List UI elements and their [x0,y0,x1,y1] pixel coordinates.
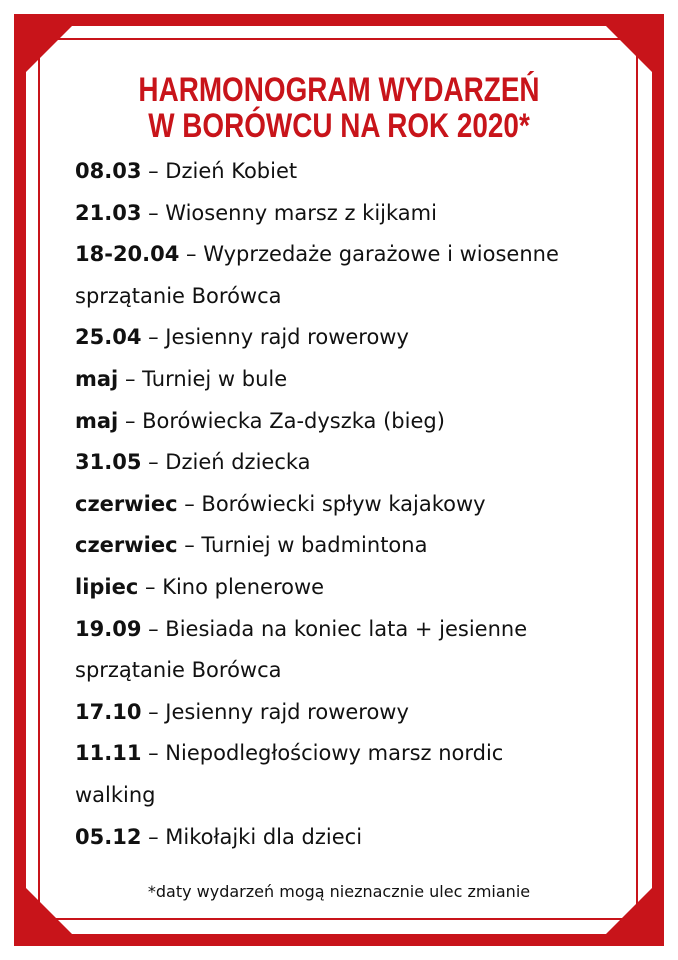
event-description-continued: sprzątanie Borówca [75,658,282,683]
event-item [75,567,615,609]
event-date: maj [75,366,119,391]
event-separator: – [177,533,202,558]
event-description: Jesienny rajd rowerowy [165,325,409,350]
event-separator: – [141,325,166,350]
event-description: Wyprzedaże garażowe i wiosenne [203,242,559,267]
event-date: 11.11 [75,741,142,766]
corner-ornament-top-left [14,14,84,84]
event-description: Dzień dziecka [165,450,311,475]
event-item [75,442,615,484]
event-date: czerwiec [75,533,178,558]
footnote: *daty wydarzeń mogą nieznacznie ulec zmianie [147,882,531,901]
event-item [75,525,615,567]
event-item [75,609,615,692]
event-date: 19.09 [75,616,142,641]
event-description: Borówiecka Za-dyszka (bieg) [142,408,445,433]
event-separator: – [141,450,166,475]
page-title [94,72,584,144]
event-item [75,317,615,359]
event-description: Dzień Kobiet [165,159,298,183]
event-date: 25.04 [75,325,142,350]
event-description: Borówiecki spływ kajakowy [201,491,486,516]
event-item [75,151,615,193]
event-description: Turniej w badmintona [201,533,428,558]
event-separator: – [179,242,204,267]
event-description-continued: walking [75,782,156,807]
event-item [75,733,615,816]
event-separator: – [141,699,166,724]
event-date: 17.10 [75,699,142,724]
event-description: Biesiada na koniec lata + jesienne [165,616,528,641]
event-description-continued: sprzątanie Borówca [75,283,282,308]
event-date: 05.12 [75,824,142,849]
event-date: 18-20.04 [75,242,180,267]
event-description: Mikołajki dla dzieci [165,824,363,849]
event-description: Turniej w bule [142,366,288,391]
event-date: lipiec [75,574,139,599]
event-separator: – [118,366,143,391]
event-item [75,359,615,401]
event-date: 31.05 [75,450,142,475]
event-separator: – [141,159,166,183]
event-item [75,484,615,526]
event-separator: – [177,491,202,516]
event-date: 21.03 [75,200,142,225]
event-date: 08.03 [75,159,142,183]
event-separator: – [138,574,163,599]
event-separator: – [141,741,166,766]
event-date: maj [75,408,119,433]
event-separator: – [141,824,166,849]
event-date: czerwiec [75,491,178,516]
event-item [75,692,615,734]
event-separator: – [118,408,143,433]
event-item [75,234,615,317]
event-item [75,817,615,859]
corner-ornament-top-right [594,14,664,84]
title-line-2: W BORÓWCU NA ROK 2020* [148,107,530,145]
event-item [75,401,615,443]
title-line-1: HARMONOGRAM WYDARZEŃ [138,71,540,109]
event-separator: – [141,200,166,225]
event-list [75,151,615,858]
event-description: Jesienny rajd rowerowy [165,699,409,724]
event-separator: – [141,616,166,641]
event-description: Wiosenny marsz z kijkami [165,200,437,225]
event-description: Kino plenerowe [162,574,325,599]
event-item [75,193,615,235]
event-description: Niepodległościowy marsz nordic [165,741,504,766]
